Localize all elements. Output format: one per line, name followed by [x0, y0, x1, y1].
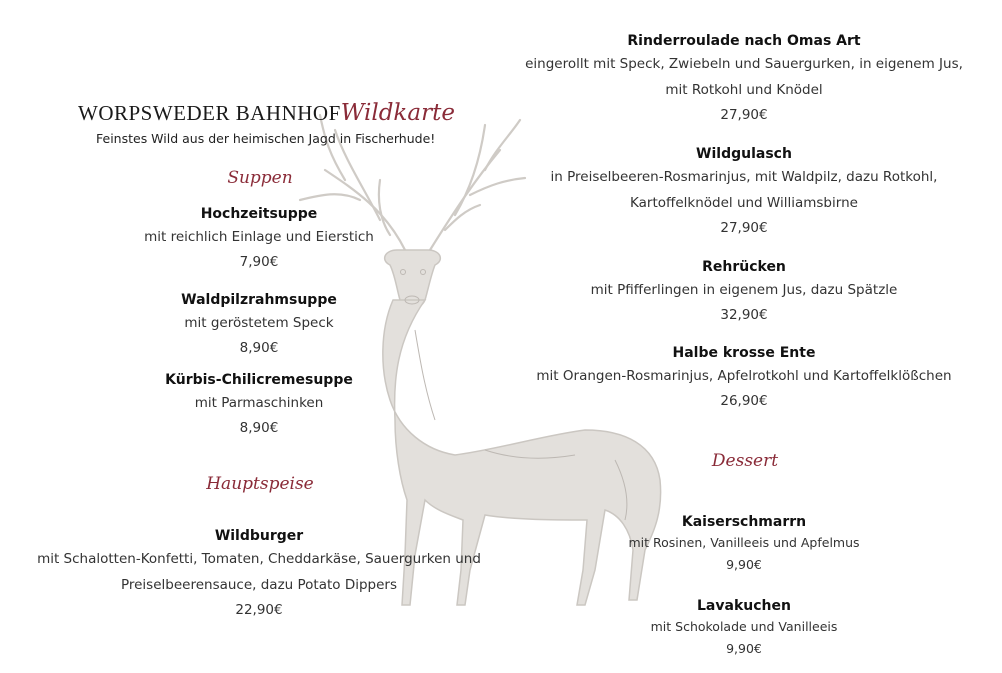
- item-description: mit Schalotten-Konfetti, Tomaten, Cheddarkäse, Sauergurken und: [37, 551, 481, 567]
- item-name: Rehrücken: [702, 259, 786, 275]
- section-heading-dessert: Dessert: [711, 451, 779, 471]
- menu-title: [78, 100, 455, 126]
- item-description-line2: Kartoffelknödel und Williamsbirne: [630, 195, 858, 211]
- item-description: mit reichlich Einlage und Eierstich: [144, 229, 374, 245]
- item-price: 22,90€: [235, 602, 283, 618]
- item-price: 27,90€: [720, 220, 768, 236]
- item-description: mit Parmaschinken: [194, 395, 324, 411]
- item-name: Kürbis-Chilicremesuppe: [165, 372, 353, 388]
- item-description-line2: mit Rotkohl und Knödel: [665, 82, 823, 98]
- item-description-line2: Preiselbeerensauce, dazu Potato Dippers: [120, 577, 398, 593]
- item-name: Lavakuchen: [697, 598, 791, 614]
- restaurant-name: WORPSWEDER BAHNHOF: [78, 101, 341, 125]
- menu-item: [505, 31, 983, 127]
- item-price: 26,90€: [720, 393, 768, 409]
- item-description: mit Rosinen, Vanilleeis und Apfelmus: [628, 535, 860, 550]
- item-description: mit Pfifferlingen in eigenem Jus, dazu Spätzle: [590, 282, 898, 298]
- menu-item: [505, 144, 983, 240]
- item-name: Waldpilzrahmsuppe: [181, 292, 337, 308]
- item-price: 8,90€: [239, 340, 279, 356]
- item-name: Wildgulasch: [696, 146, 792, 162]
- menu-item: [555, 512, 933, 576]
- item-price: 32,90€: [720, 307, 768, 323]
- menu-item: [60, 204, 458, 274]
- item-description: in Preiselbeeren-Rosmarinjus, mit Waldpilz, dazu Rotkohl,: [550, 169, 938, 185]
- item-name: Rinderroulade nach Omas Art: [627, 33, 861, 49]
- item-name: Hochzeitsuppe: [200, 206, 318, 222]
- item-price: 8,90€: [239, 420, 279, 436]
- item-description: mit Orangen-Rosmarinjus, Apfelrotkohl und Kartoffelklößchen: [536, 368, 952, 384]
- item-description: mit geröstetem Speck: [184, 315, 334, 331]
- wildkarte-label: Wildkarte: [340, 100, 455, 126]
- menu-subtitle: Feinstes Wild aus der heimischen Jagd in Fischerhude!: [96, 131, 436, 146]
- item-price: 9,90€: [726, 641, 762, 656]
- item-price: 7,90€: [239, 254, 279, 270]
- section-heading-suppen: Suppen: [227, 168, 293, 188]
- item-name: Halbe krosse Ente: [672, 345, 816, 361]
- menu-item: [505, 343, 983, 413]
- item-price: 27,90€: [720, 107, 768, 123]
- item-price: 9,90€: [726, 557, 762, 572]
- menu-item: [555, 596, 933, 660]
- item-name: Kaiserschmarrn: [681, 514, 807, 530]
- item-description: eingerollt mit Speck, Zwiebeln und Sauergurken, in eigenem Jus,: [525, 56, 963, 72]
- item-name: Wildburger: [214, 528, 304, 544]
- menu-item: [30, 526, 488, 622]
- menu-item: [60, 290, 458, 360]
- menu-item: [505, 257, 983, 327]
- item-description: mit Schokolade und Vanilleeis: [650, 619, 838, 634]
- menu-item: [60, 370, 458, 440]
- section-heading-hauptspeise: Hauptspeise: [206, 474, 314, 494]
